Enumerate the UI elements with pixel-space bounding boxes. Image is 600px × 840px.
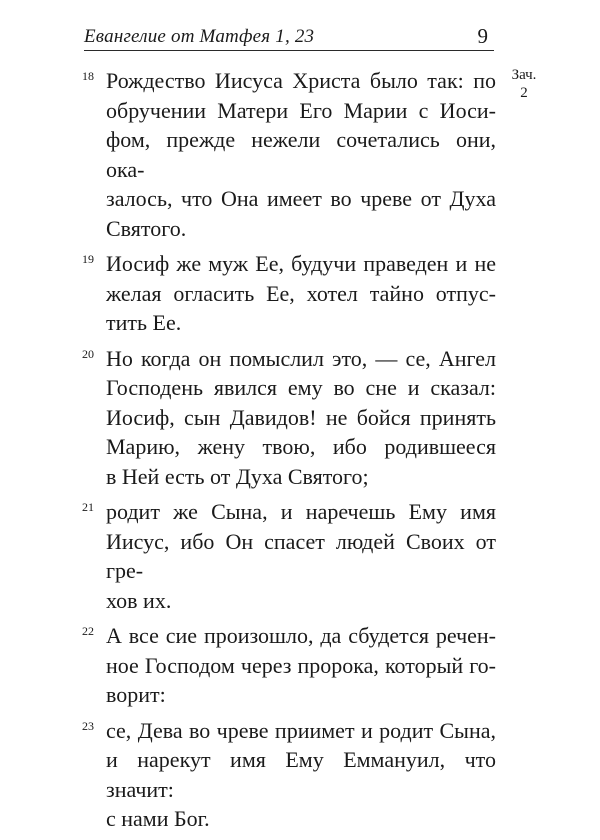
verse-line: хов их. [106,587,172,613]
verse-line: Святого. [106,215,187,241]
verse-line: обручении Матери Его Марии с Иоси- [106,97,496,123]
running-head [84,24,494,51]
verse-23 [76,716,496,834]
verse-list [76,66,496,840]
verse-19 [76,249,496,338]
verse-line: Иисус, ибо Он спасет людей Своих от гре- [106,528,496,583]
verse-text [106,344,496,492]
verse-line: се, Дева во чреве приимет и родит Сына, [106,717,496,743]
verse-number: 18 [82,69,94,83]
verse-line: ное Господом через пророка, который го- [106,652,496,678]
verse-18 [76,66,496,243]
verse-line: фом, прежде нежели сочетались они, ока- [106,127,496,182]
verse-line: тить Ее. [106,310,182,335]
verse-line: в Ней есть от Духа Святого; [106,463,369,489]
verse-line: А все сие произошло, да сбудется речен- [106,623,496,648]
verse-line: Иосиф, сын Давидов! не бойся принять [106,404,496,430]
margin-note-label: Зач. [511,67,537,83]
verse-20 [76,344,496,492]
margin-note-zachalo [500,66,548,102]
verse-number: 22 [82,624,94,638]
verse-22 [76,621,496,710]
verse-number: 23 [82,718,94,733]
verse-21 [76,497,496,615]
verse-line: Господень явился ему во сне и сказал: [106,375,496,400]
verse-line: Рождество Иисуса Христа было так: по [106,68,496,93]
running-head-title: Евангелие от Матфея 1, 23 [84,26,315,47]
verse-number: 20 [82,346,94,361]
verse-line: Иосиф же муж Ее, будучи праведен и не [106,251,496,276]
margin-note-number: 2 [520,85,528,101]
verse-number: 19 [82,252,94,266]
page-number: 9 [477,24,488,48]
verse-text [106,497,496,615]
verse-text [106,66,496,243]
verse-line: родит же Сына, и наречешь Ему имя [106,499,496,524]
verse-line: Марию, жену твою, ибо родившееся [106,434,496,459]
verse-line: Но когда он помыслил это, — се, Ангел [106,345,496,371]
verse-text [106,621,496,710]
verse-line: и нарекут имя Ему Еммануил, что значит: [106,747,496,802]
verse-number: 21 [82,500,94,514]
verse-line: с нами Бог. [106,806,210,831]
verse-text [106,249,496,338]
verse-line: ворит: [106,682,166,707]
verse-text [106,716,496,834]
verse-line: залось, что Она имеет во чреве от Духа [106,186,496,211]
verse-line: желая огласить Ее, хотел тайно отпус- [106,280,496,306]
